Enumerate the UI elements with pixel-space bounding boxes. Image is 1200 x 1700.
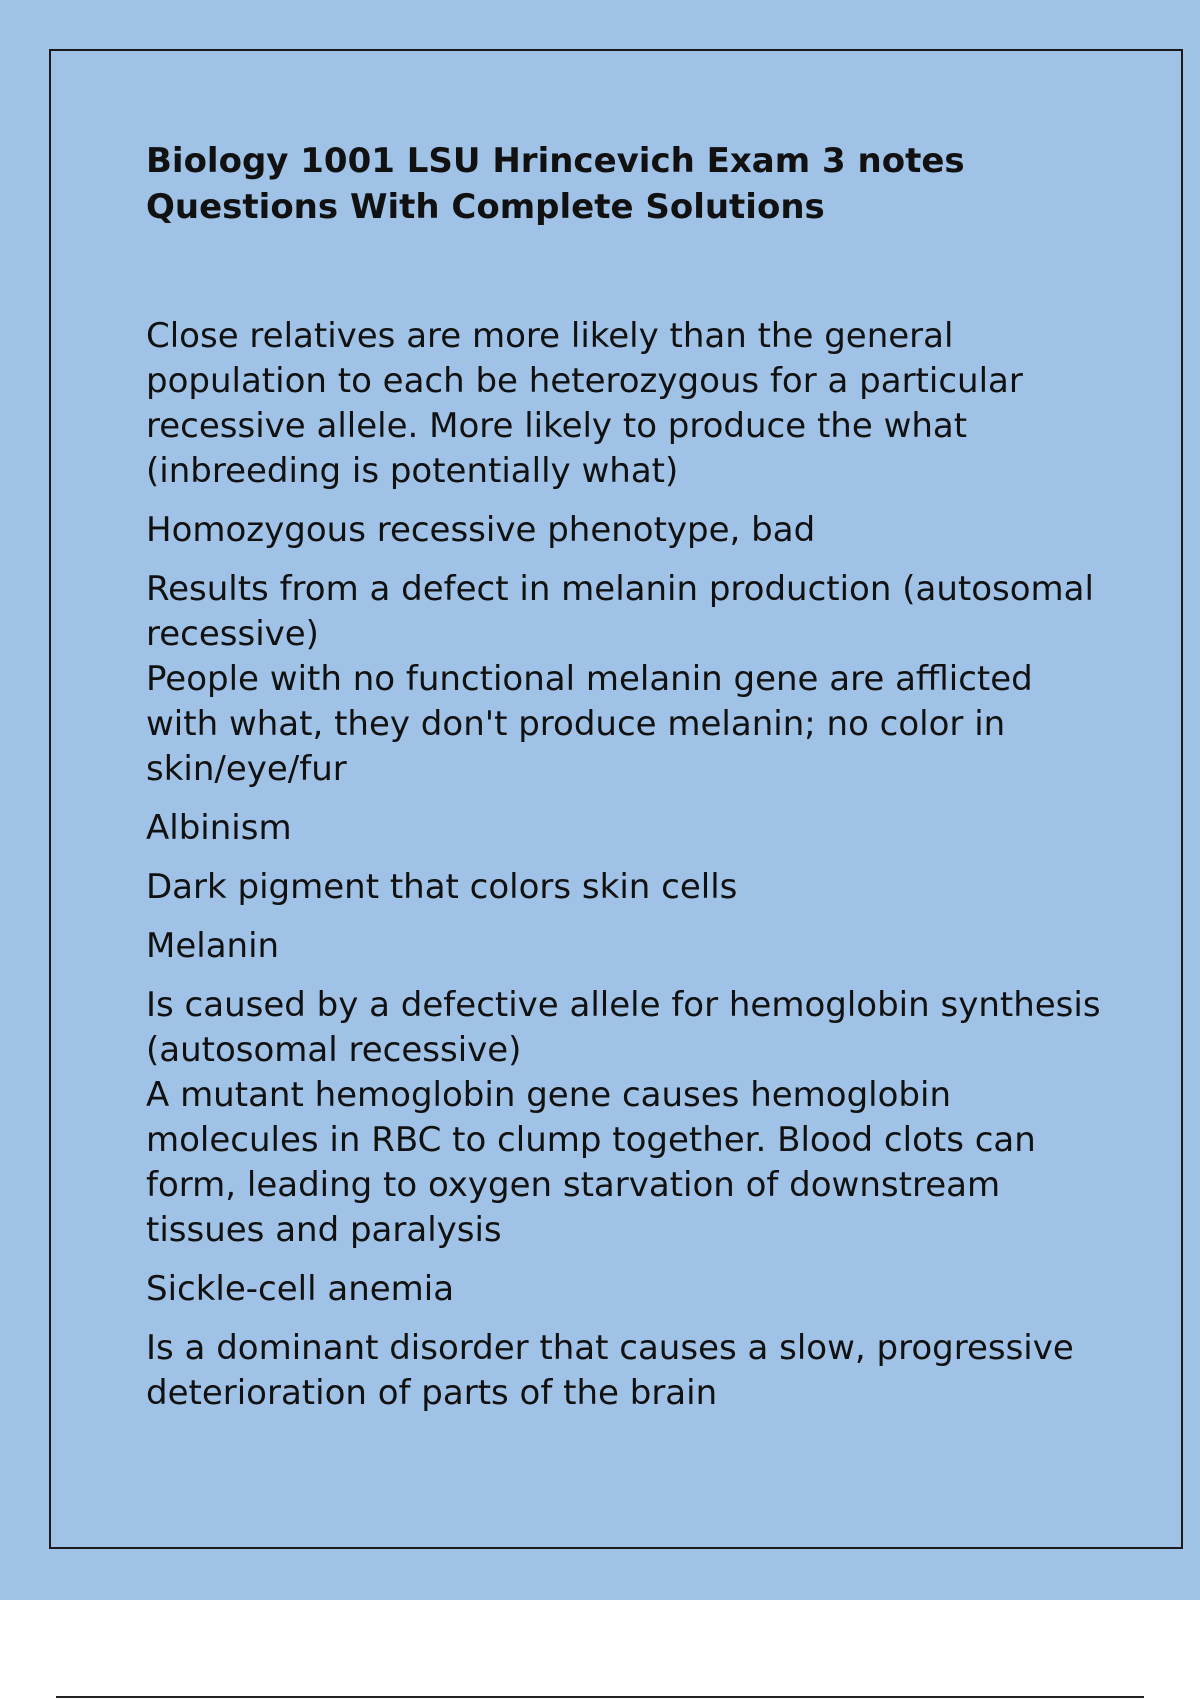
note-item: Dark pigment that colors skin cells [146,867,738,907]
document-title: Biology 1001 LSU Hrincevich Exam 3 notes Questions With Complete Solutions [146,141,965,227]
note-item: Albinism [146,808,292,848]
note-item: Sickle-cell anemia [146,1269,455,1309]
footer-divider [56,1696,1144,1698]
note-item: Is a dominant disorder that causes a slow, progressive deterioration of parts of the brain [146,1328,1074,1413]
note-item: Is caused by a defective allele for hemoglobin synthesis (autosomal recessive) A mutant hemoglobin gene causes hemoglobin molecules in RBC to clump together. Blood clots can form, leading to oxygen starvation of downstream tissues and paralysis [146,985,1101,1250]
notes-list [146,314,1106,1416]
note-item: Melanin [146,926,280,966]
note-item: Close relatives are more likely than the general population to each be heterozygous for a particular recessive allele. More likely to produce the what (inbreeding is potentially what) [146,316,1023,491]
note-item: Homozygous recessive phenotype, bad [146,510,816,550]
note-item: Results from a defect in melanin production (autosomal recessive) People with no functional melanin gene are afflicted with what, they don't produce melanin; no color in skin/eye/fur [146,569,1094,789]
document-content [146,138,1106,1430]
